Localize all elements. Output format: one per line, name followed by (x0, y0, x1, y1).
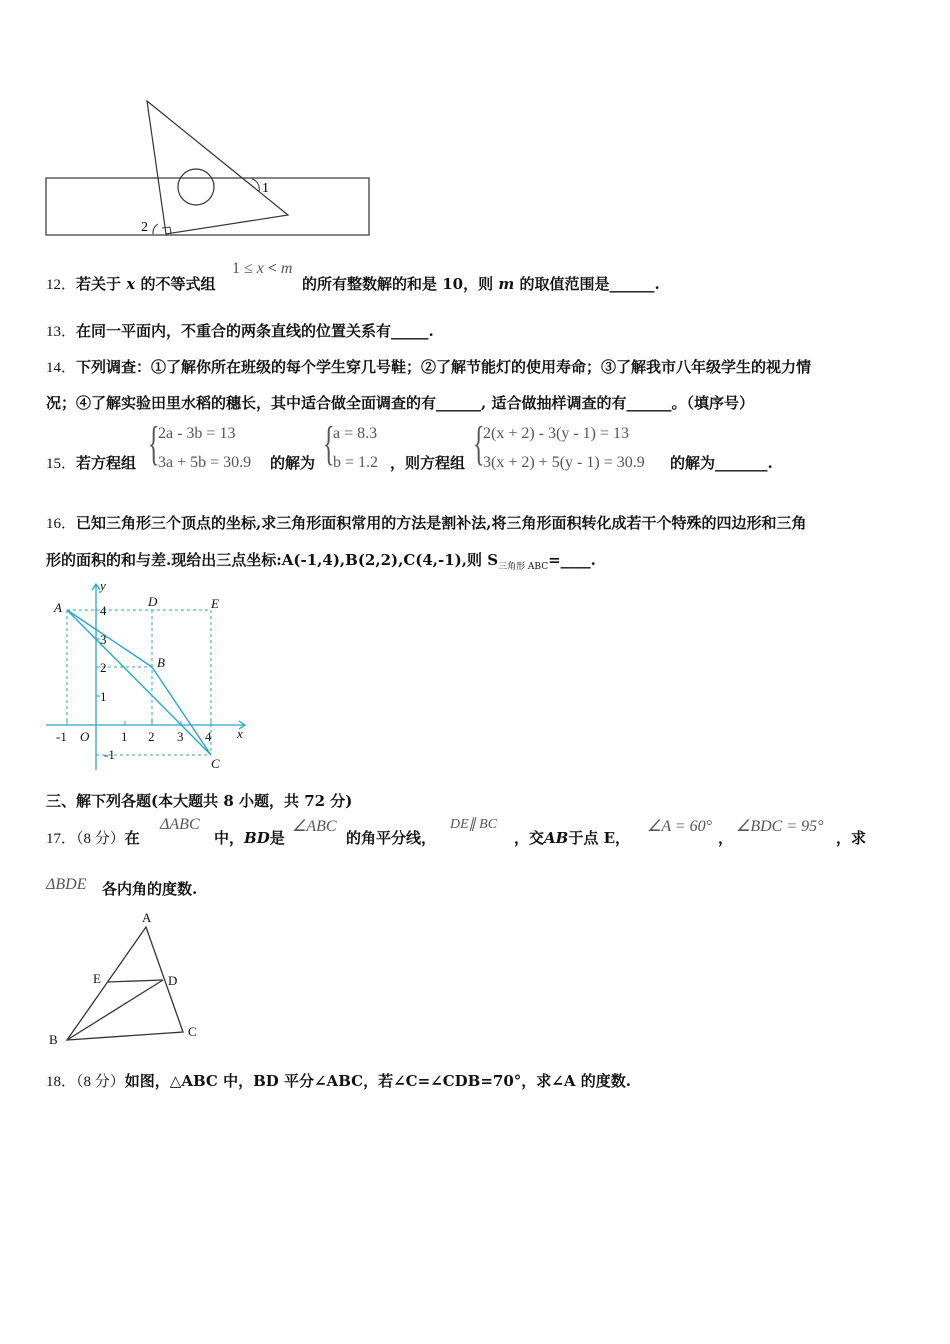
y-tick-label: 2 (100, 660, 107, 675)
x-tick-label: 2 (148, 729, 155, 744)
q17-text-4: 的角平分线， (346, 829, 437, 847)
question-17 (46, 827, 140, 848)
x-tick-label: 3 (177, 729, 184, 744)
x-tick-label: -1 (56, 729, 67, 744)
y-axis-label: y (100, 578, 106, 593)
coordinate-graph (40, 578, 260, 778)
q14-line1: 下列调查：①了解你所在班级的每个学生穿几号鞋；②了解节能灯的使用寿命；③了解我市八年级学生的视力情 (76, 358, 812, 376)
q17-text-9: 各内角的度数. (102, 880, 198, 898)
segment-bd (67, 980, 163, 1040)
x-tick-label: 4 (205, 729, 212, 744)
q15-text-4: 的解为_______. (670, 454, 773, 472)
question-14-line2: 况；④了解实验田里水稻的穗长，其中适合做全面调查的有______, 适合做抽样调查的有______。（填序号） (46, 394, 754, 412)
q17-triangle-bde: ΔBDE (46, 876, 87, 893)
ruler-rectangle (46, 178, 369, 235)
question-score: （8 分） (76, 831, 125, 847)
q16-line2a: 形的面积的和与差.现给出三点坐标:A(-1,4),B(2,2),C(4,-1),则 S (46, 551, 499, 569)
q15-system1-eq2: 3a + 5b = 30.9 (158, 454, 252, 471)
q15-system1-eq1: 2a - 3b = 13 (158, 425, 236, 442)
vertex-b-label: B (49, 1032, 58, 1047)
q16-line2b: =____. (548, 551, 596, 569)
y-tick-label: 4 (100, 603, 107, 618)
q15-system2-eq2: 3(x + 2) + 5(y - 1) = 30.9 (483, 454, 645, 471)
section-3-heading: 三、解下列各题(本大题共 8 小题，共 72 分) (46, 792, 353, 810)
question-score: （8 分） (76, 1074, 125, 1090)
question-number: 16． (46, 516, 77, 532)
question-number: 17． (46, 831, 77, 847)
q17-text-5 (514, 827, 630, 848)
q12-ineq-var: x (256, 260, 264, 277)
fig17-labels (49, 910, 197, 1047)
q15-text-1: 若方程组 (76, 454, 137, 472)
question-number: 13． (46, 324, 77, 340)
q12-var-m: m (498, 275, 515, 293)
vertex-c-label: C (188, 1024, 197, 1039)
q12-var-x: x (126, 275, 136, 293)
q17-text-2a: 中， (214, 829, 245, 847)
q17-text-7: ， (718, 829, 734, 847)
question-number: 14． (46, 360, 77, 376)
question-13 (46, 320, 434, 341)
q12-text-2: 的不等式组 (140, 275, 216, 293)
y-tick-label: 3 (100, 632, 107, 647)
point-a-label: A (54, 600, 62, 615)
vertex-a-label: A (142, 910, 152, 925)
q17-de-parallel-bc: DE∥ BC (450, 817, 498, 832)
q16-line1: 已知三角形三个顶点的坐标,求三角形面积常用的方法是割补法,将三角形面积转化成若干个特殊的四边形和三角 (76, 514, 807, 532)
q15-brace-3: { (473, 417, 485, 470)
q15-system2-eq1: 2(x + 2) - 3(y - 1) = 13 (483, 425, 630, 442)
triangle-abc-shape (67, 927, 183, 1040)
q15-text-2: 的解为 (270, 454, 316, 472)
q12-ineq-part: 1 ≤ (232, 260, 257, 277)
q17-text-3: 是 (269, 829, 285, 847)
q17-triangle-abc: ΔABC (160, 816, 200, 833)
triangle-shape (147, 101, 288, 234)
q17-text-8: ，求 (836, 829, 867, 847)
angle2-arc (153, 224, 158, 234)
q12-text-4: 的取值范围是______. (519, 275, 660, 293)
q17-angle-abc: ∠ABC (292, 818, 337, 835)
triangle-hole-circle (178, 169, 214, 205)
point-e-label: E (211, 596, 219, 611)
y-tick-label: -1 (104, 747, 115, 762)
q17-text-6: 于点 E， (568, 829, 630, 847)
question-18 (46, 1070, 631, 1091)
figure-triangle-q17 (40, 905, 210, 1050)
q12-inequality (232, 258, 292, 278)
vertex-e-label: E (93, 971, 101, 986)
angle1-label: 1 (262, 181, 269, 196)
question-number: 18． (46, 1074, 77, 1090)
x-tick-label: 1 (121, 729, 128, 744)
point-b-label: B (157, 655, 165, 670)
segment-de (108, 980, 163, 982)
q17-text-2 (214, 827, 285, 848)
q16-subscript: 三角形 ABC (498, 562, 549, 572)
q12-text-3: 的所有整数解的和是 10，则 (302, 275, 494, 293)
question-15 (46, 452, 136, 473)
x-axis-label: x (237, 726, 243, 741)
origin-label: O (80, 729, 90, 744)
q15-solution-eq1: a = 8.3 (333, 425, 378, 442)
q15-text-3: ，则方程组 (390, 454, 466, 472)
q17-angle-a: ∠A = 60° (647, 818, 713, 835)
figure-triangle-ruler (40, 95, 380, 240)
question-number: 15． (46, 456, 77, 472)
axes (46, 584, 245, 770)
y-tick-label: 1 (100, 689, 107, 704)
question-number: 12． (46, 277, 77, 293)
question-16 (46, 512, 806, 533)
q18-text: 如图，△ABC 中，BD 平分∠ABC，若∠C=∠CDB=70°，求∠A 的度数. (124, 1072, 631, 1090)
point-d-label: D (148, 594, 158, 609)
q17-text-5a: ，交 (514, 829, 545, 847)
question-12 (46, 273, 215, 294)
question-12-cont (302, 273, 660, 294)
q15-brace-2: { (323, 417, 335, 470)
q13-text: 在同一平面内，不重合的两条直线的位置关系有_____. (76, 322, 434, 340)
q17-ab: AB (544, 829, 569, 847)
q17-text-1: 在 (124, 829, 140, 847)
q15-solution-eq2: b = 1.2 (333, 454, 379, 471)
point-c-label: C (211, 756, 220, 771)
q12-ineq-m: m (280, 260, 293, 277)
q17-angle-bdc: ∠BDC = 95° (736, 818, 824, 835)
q12-ineq-lt: < (263, 260, 281, 277)
vertex-d-label: D (168, 973, 178, 988)
q15-brace-1: { (148, 417, 160, 470)
triangle-lines (67, 927, 183, 1040)
side-ab (67, 610, 152, 667)
q12-text-1: 若关于 (76, 275, 122, 293)
question-16-line2 (46, 549, 596, 572)
q17-bd: BD (244, 829, 270, 847)
angle2-label: 2 (141, 220, 148, 235)
question-14 (46, 356, 811, 377)
